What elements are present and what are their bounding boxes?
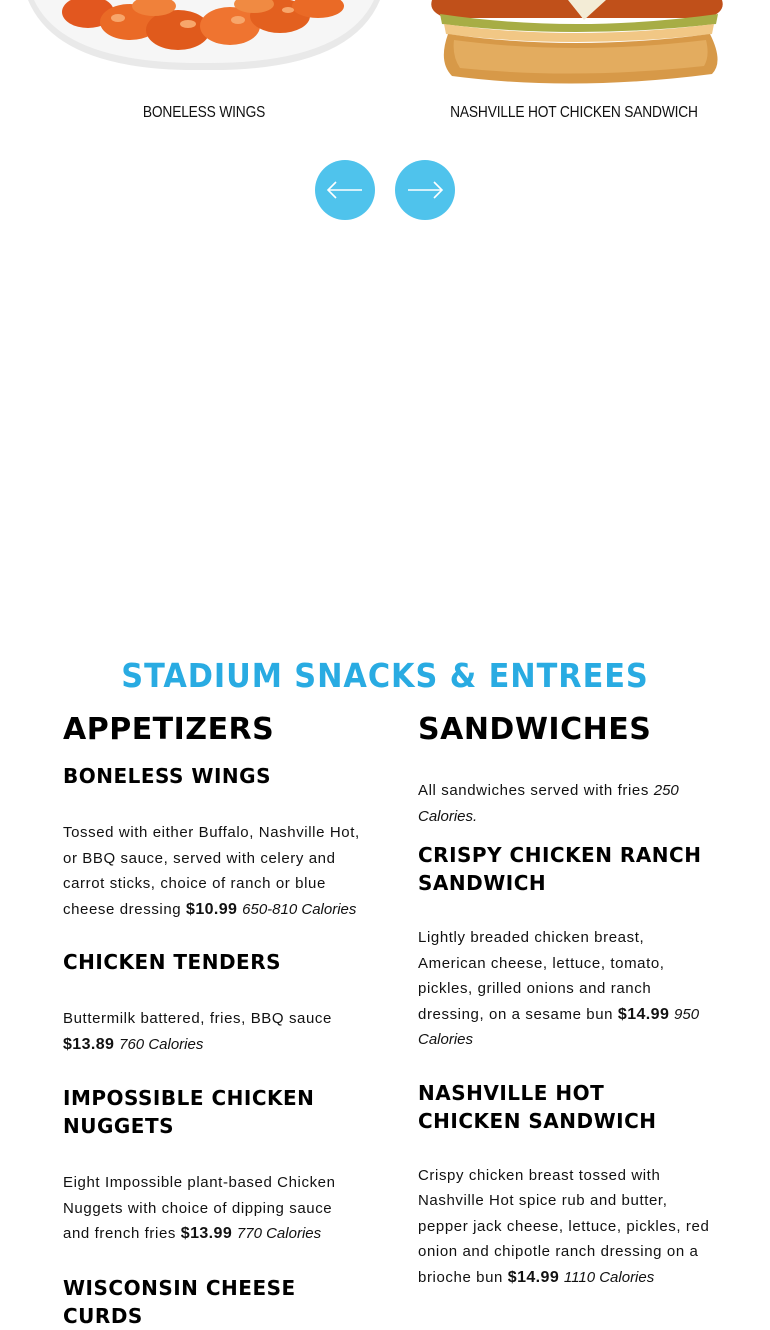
item-price: $13.99 (180, 1225, 233, 1242)
boneless-wings-image (18, 0, 390, 92)
appetizers-column (63, 712, 363, 1330)
item-description (418, 925, 713, 1053)
item-description (63, 1006, 363, 1057)
slide-caption[interactable]: BONELESS WINGS (142, 104, 266, 121)
item-description-text: Buttermilk battered, fries, BBQ sauce (63, 1010, 332, 1027)
menu-item (63, 1274, 363, 1330)
carousel-next-button[interactable] (395, 160, 455, 220)
item-calories: 760 Calories (119, 1035, 204, 1053)
item-calories: 1110 Calories (563, 1268, 655, 1286)
menu-item (63, 1084, 363, 1247)
item-calories: 950 Calories (418, 1005, 700, 1048)
menu-item (63, 762, 363, 922)
item-price: $13.89 (63, 1035, 115, 1053)
item-calories: 650-810 Calories (242, 900, 357, 918)
item-description-text: Crispy chicken breast tossed with Nashville Hot spice rub and butter, pepper jack cheese, lettuce, pickles, red onion and chipotle ranch dressing on a brioche bun (418, 1166, 710, 1286)
item-title: IMPOSSIBLE CHICKEN NUGGETS (63, 1086, 315, 1138)
sandwiches-column (418, 712, 713, 1290)
carousel-slide-nashville-hot-chicken-sandwich[interactable] (388, 0, 760, 130)
item-calories: 770 Calories (236, 1225, 322, 1242)
arrow-right-icon (405, 180, 445, 200)
item-price: $14.99 (507, 1268, 560, 1286)
category-title-sandwiches: SANDWICHES (418, 712, 652, 747)
menu-item (418, 1079, 713, 1291)
item-title: CRISPY CHICKEN RANCH SANDWICH (418, 843, 702, 895)
food-carousel (0, 0, 770, 230)
item-description (63, 1170, 363, 1247)
slide-caption[interactable]: NASHVILLE HOT CHICKEN SANDWICH (450, 104, 698, 121)
intro-text: All sandwiches served with fries (418, 782, 649, 799)
carousel-slide-boneless-wings[interactable] (18, 0, 390, 130)
item-price: $10.99 (186, 900, 238, 918)
chicken-sandwich-image (388, 0, 760, 92)
item-title: WISCONSIN CHEESE CURDS (63, 1275, 296, 1328)
item-description (418, 1163, 713, 1291)
item-title: CHICKEN TENDERS (63, 950, 282, 974)
sandwiches-intro (418, 778, 713, 829)
menu-item (418, 841, 713, 1053)
item-description-text: Eight Impossible plant-based Chicken Nuggets with choice of dipping sauce and french fries (63, 1174, 336, 1242)
item-title: NASHVILLE HOT CHICKEN SANDWICH (418, 1080, 657, 1133)
item-price: $14.99 (617, 1005, 670, 1023)
intro-calories: 250 Calories. (418, 782, 679, 825)
item-title: BONELESS WINGS (63, 764, 271, 788)
menu-item (63, 948, 363, 1057)
category-title-appetizers: APPETIZERS (63, 712, 275, 747)
item-description (63, 820, 363, 922)
arrow-left-icon (325, 180, 365, 200)
item-description-text: Tossed with either Buffalo, Nashville Hot, or BBQ sauce, served with celery and carrot sticks, choice of ranch or blue cheese dressing (63, 824, 360, 918)
section-title: STADIUM SNACKS & ENTREES (121, 656, 649, 695)
carousel-prev-button[interactable] (315, 160, 375, 220)
item-description-text: Lightly breaded chicken breast, American cheese, lettuce, tomato, pickles, grilled onions and ranch dressing, on a sesame bun (418, 929, 665, 1023)
